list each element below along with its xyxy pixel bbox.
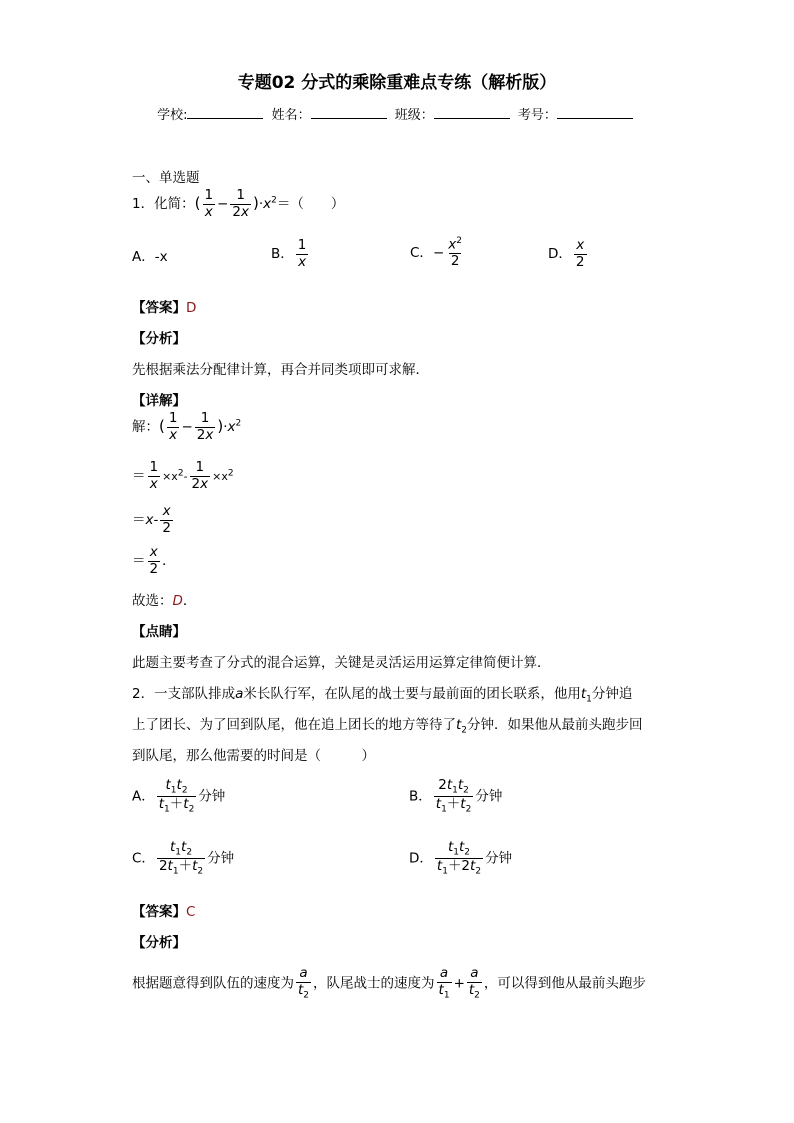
fraction-1-over-2x: $\frac{1}{2x}$ — [232, 187, 249, 220]
id-label: 考号： — [517, 108, 557, 123]
name-blank[interactable] — [311, 106, 387, 119]
q1-comment: 此题主要考查了分式的混合运算，关键是灵活运用运算定律简便计算． — [132, 655, 551, 671]
question-1-number: 1．化简： — [132, 196, 195, 213]
page-title: 专题02 分式的乘除重难点专练（解析版） — [237, 73, 557, 93]
school-label: 学校: — [157, 108, 188, 123]
question-2-line-2: 上了团长、为了回到队尾，他在追上团长的地方等待了$t_2$分钟．如果他从最前头跑步回 — [132, 717, 643, 736]
option-a[interactable]: A．-x — [132, 249, 168, 265]
question-2-line-3: 到队尾，那么他需要的时间是（ ） — [132, 748, 375, 764]
school-blank[interactable] — [187, 106, 263, 119]
name-label: 姓名： — [271, 108, 311, 123]
section-heading: 一、单选题 — [132, 170, 200, 186]
q1-comment-tag: 【点睛】 — [132, 624, 186, 640]
option-c[interactable]: C．− $\frac{x^2}{2}$ — [410, 236, 462, 270]
q1-solution-step-4: ＝ $\frac{x}{2}$ ． — [132, 544, 176, 577]
q2-option-a[interactable]: A． $\frac{t_1t_2}{t_1+t_2}$ 分钟 — [132, 777, 226, 815]
q2-analysis-tag: 【分析】 — [132, 935, 186, 951]
q1-solution-step-3: ＝x- $\frac{x}{2}$ — [132, 503, 171, 536]
q2-option-c[interactable]: C． $\frac{t_1t_2}{2t_1+t_2}$ 分钟 — [132, 839, 235, 877]
q2-option-d[interactable]: D． $\frac{t_1t_2}{t_1+2t_2}$ 分钟 — [409, 839, 513, 877]
class-label: 班级： — [394, 108, 434, 123]
q2-analysis: 根据题意得到队伍的速度为 $\frac{a}{t_2}$ ，队尾战士的速度为 $\frac{a}{t_1}$ + $\frac{a}{t_2}$ ，可以得到他从最前头跑步 — [132, 965, 646, 1001]
id-blank[interactable] — [557, 106, 633, 119]
q1-analysis-tag: 【分析】 — [132, 331, 186, 347]
q1-conclusion: 故选：D． — [132, 593, 197, 609]
option-d[interactable]: D． $\frac{x}{2}$ — [548, 237, 585, 270]
q2-answer: 【答案】C — [132, 904, 196, 920]
q1-solution-step-2: ＝ $\frac{1}{x}$ $\times x^2-$ $\frac{1}{2x}$ $\times x^2$ — [132, 459, 234, 492]
question-1: 1．化简：( $\frac{1}{x}$ − $\frac{1}{2x}$ )$\cdot x^2=$（ ） — [132, 187, 345, 220]
q1-analysis: 先根据乘法分配律计算，再合并同类项即可求解． — [132, 362, 429, 378]
q1-answer: 【答案】D — [132, 300, 197, 316]
fraction-1-over-x: $\frac{1}{x}$ — [204, 187, 214, 220]
q2-option-b[interactable]: B． $\frac{2t_1t_2}{t_1+t_2}$ 分钟 — [409, 777, 503, 815]
q1-solution-step-1: 解：( $\frac{1}{x}$ − $\frac{1}{2x}$ )$\cdot x^2$ — [132, 410, 242, 443]
student-info-line — [0, 104, 794, 123]
q1-detail-tag: 【详解】 — [132, 393, 186, 409]
option-b[interactable]: B． $\frac{1}{x}$ — [271, 237, 307, 270]
class-blank[interactable] — [434, 106, 510, 119]
question-2-line-1: 2．一支部队排成a米长队行军，在队尾的战士要与最前面的团长联系，他用$t_1$分钟追 — [132, 686, 633, 705]
